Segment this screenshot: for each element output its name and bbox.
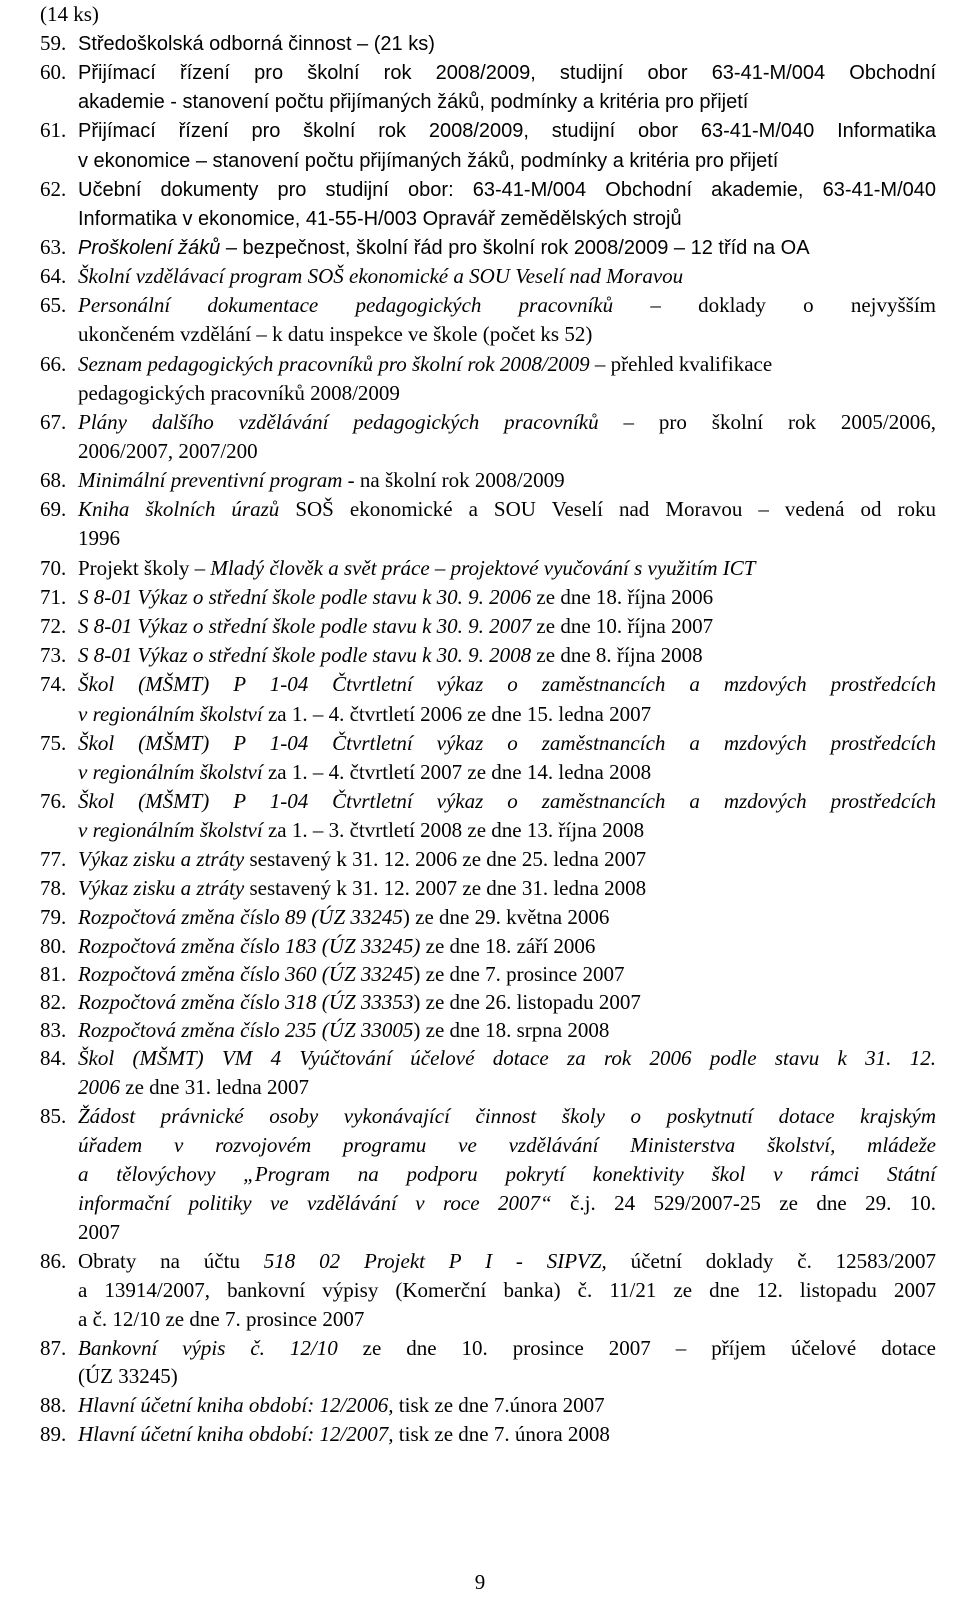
item-text — [40, 0, 99, 29]
italic-text-run: Personální dokumentace pedagogických pracovníků — [78, 293, 614, 317]
text-run: ) ze dne 26. listopadu 2007 — [413, 990, 641, 1014]
italic-text-run: S 8-01 Výkaz o střední škole podle stavu k 30. 9. 2006 — [78, 585, 532, 609]
text-run: za 1. – 4. čtvrtletí 2006 ze dne 15. ledna 2007 — [262, 702, 652, 726]
text-run: Přijímací řízení pro školní rok 2008/2009, studijní obor 63-41-M/040 Informatika — [78, 120, 936, 142]
italic-text-run: informační politiky ve vzdělávání v roce 2007“ — [78, 1191, 552, 1215]
text-run: v ekonomice – stanovení počtu přijímaných žáků, podmínky a kritéria pro přijetí — [78, 150, 779, 172]
text-run: – doklady o nejvyšším — [613, 293, 937, 317]
text-run: 1996 — [78, 526, 120, 550]
item-text — [78, 583, 713, 612]
text-run: Středoškolská odborná činnost – (21 ks) — [78, 33, 435, 55]
italic-text-run: S 8-01 Výkaz o střední škole podle stavu k 30. 9. 2007 — [78, 614, 532, 638]
item-number: 76. — [40, 789, 67, 813]
item-text — [78, 437, 258, 466]
item-number: 72. — [40, 614, 67, 638]
item-number: 75. — [40, 731, 67, 755]
item-text — [78, 700, 651, 729]
text-run: ze dne 18. října 2006 — [531, 585, 714, 609]
italic-text-run: Kniha školních úrazů — [78, 497, 280, 521]
text-run: ) ze dne 18. srpna 2008 — [413, 1018, 610, 1042]
italic-text-run: S 8-01 Výkaz o střední škole podle stavu k 30. 9. 2008 — [78, 643, 532, 667]
item-text — [78, 787, 936, 816]
italic-text-run: Škol (MŠMT) P 1-04 Čtvrtletní výkaz o zaměstnancích a mzdových prostředcích — [78, 672, 936, 696]
item-number: 84. — [40, 1046, 67, 1070]
item-number: 71. — [40, 585, 67, 609]
text-run: akademie - stanovení počtu přijímaných žáků, podmínky a kritéria pro přijetí — [78, 91, 749, 113]
item-text — [78, 874, 646, 903]
item-number: 66. — [40, 352, 67, 376]
item-number: 60. — [40, 60, 67, 84]
item-text — [78, 988, 641, 1017]
italic-text-run: Výkaz zisku a ztráty — [78, 847, 245, 871]
item-number: 65. — [40, 293, 67, 317]
italic-text-run: Rozpočtová změna číslo 183 (ÚZ 33245) — [78, 934, 421, 958]
item-number: 63. — [40, 235, 67, 259]
item-number: 69. — [40, 497, 67, 521]
text-run: ze dne 31. ledna 2007 — [120, 1075, 309, 1099]
italic-text-run: 2006 — [78, 1075, 120, 1099]
item-text — [78, 175, 936, 205]
item-number: 88. — [40, 1393, 67, 1417]
item-text — [78, 466, 565, 495]
italic-text-run: Rozpočtová změna číslo 235 (ÚZ 33005 — [78, 1018, 414, 1042]
item-text — [78, 204, 682, 234]
item-text — [78, 554, 755, 583]
item-text — [78, 146, 778, 176]
text-run: 2006/2007, 2007/200 — [78, 439, 258, 463]
italic-text-run: Školní vzdělávací program SOŠ ekonomické a SOU Veselí nad Moravou — [78, 264, 684, 288]
item-text — [78, 408, 936, 437]
italic-text-run: úřadem v rozvojovém programu ve vzdělávání Ministerstva školství, mládeže — [78, 1133, 936, 1157]
italic-text-run: Plány dalšího vzdělávání pedagogických pracovníků — [78, 410, 599, 434]
italic-text-run: Bankovní výpis č. 12/10 — [78, 1336, 338, 1360]
item-number: 87. — [40, 1336, 67, 1360]
item-text — [78, 320, 592, 349]
text-run: za 1. – 3. čtvrtletí 2008 ze dne 13. října 2008 — [262, 818, 645, 842]
text-run: ze dne 18. září 2006 — [420, 934, 596, 958]
item-number: 79. — [40, 905, 67, 929]
item-text — [78, 1102, 936, 1131]
item-text — [78, 1420, 610, 1449]
text-run: 2007 — [78, 1220, 120, 1244]
item-number: 81. — [40, 962, 67, 986]
item-number: 68. — [40, 468, 67, 492]
text-run: ) ze dne 7. prosince 2007 — [413, 962, 625, 986]
text-run: ze dne 10. října 2007 — [531, 614, 714, 638]
text-run: tisk ze dne 7. února 2008 — [393, 1422, 610, 1446]
item-text — [78, 1276, 936, 1305]
item-number: 74. — [40, 672, 67, 696]
text-run: sestavený k 31. 12. 2007 ze dne 31. ledna 2008 — [244, 876, 647, 900]
item-text — [78, 29, 435, 59]
text-run: - na školní rok 2008/2009 — [342, 468, 565, 492]
item-number: 59. — [40, 31, 67, 55]
text-run: SOŠ ekonomické a SOU Veselí nad Moravou – vedená od roku — [279, 497, 936, 521]
text-run: účetní doklady č. 12583/2007 — [606, 1249, 937, 1273]
text-run: Informatika v ekonomice, 41-55-H/003 Opravář zemědělských strojů — [78, 208, 682, 230]
item-number: 78. — [40, 876, 67, 900]
item-number: 64. — [40, 264, 67, 288]
text-run: ze dne 8. října 2008 — [531, 643, 703, 667]
page-number: 9 — [474, 1570, 486, 1594]
item-number: 70. — [40, 556, 67, 580]
text-run: – přehled kvalifikace — [589, 352, 773, 376]
text-run: (ÚZ 33245) — [78, 1364, 178, 1388]
item-text — [78, 1016, 609, 1045]
italic-text-run: v regionálním školství — [78, 818, 263, 842]
text-run: ukončeném vzdělání – k datu inspekce ve škole (počet ks 52) — [78, 322, 593, 346]
italic-text-run: Hlavní účetní kniha období: 12/2007, — [78, 1422, 394, 1446]
item-text — [78, 1391, 605, 1420]
italic-text-run: Minimální preventivní program — [78, 468, 343, 492]
text-run: a č. 12/10 ze dne 7. prosince 2007 — [78, 1307, 365, 1331]
item-number: 77. — [40, 847, 67, 871]
item-text — [78, 350, 772, 379]
item-text — [78, 262, 683, 291]
item-text — [78, 1189, 936, 1218]
item-number: 86. — [40, 1249, 67, 1273]
item-text — [78, 1131, 936, 1160]
text-run: ) ze dne 29. května 2006 — [402, 905, 610, 929]
item-text — [78, 612, 713, 641]
text-run: (14 ks) — [40, 2, 99, 26]
italic-text-run: v regionálním školství — [78, 760, 263, 784]
item-text — [78, 816, 644, 845]
item-number: 82. — [40, 990, 67, 1014]
item-text — [78, 87, 748, 117]
text-run: Projekt školy – — [78, 556, 211, 580]
text-run: Obraty na účtu — [78, 1249, 264, 1273]
item-text — [78, 379, 400, 408]
text-run: pedagogických pracovníků 2008/2009 — [78, 381, 400, 405]
text-run: č.j. 24 529/2007-25 ze dne 29. 10. — [551, 1191, 936, 1215]
item-text — [78, 932, 595, 961]
item-number: 62. — [40, 177, 67, 201]
italic-text-run: v regionálním školství — [78, 702, 263, 726]
item-text — [78, 641, 703, 670]
italic-text-run: a tělovýchovy „Program na podporu pokrytí konektivity škol v rámci Státní — [78, 1162, 936, 1186]
text-run: Učební dokumenty pro studijní obor: 63-41-M/004 Obchodní akademie, 63-41-M/040 — [78, 179, 936, 201]
italic-text-run: Proškolení žáků — [78, 237, 221, 259]
item-text — [78, 670, 936, 699]
italic-text-run: 518 02 Projekt P I - SIPVZ, — [263, 1249, 607, 1273]
item-text — [78, 233, 810, 263]
text-run: za 1. – 4. čtvrtletí 2007 ze dne 14. ledna 2008 — [262, 760, 652, 784]
item-number: 85. — [40, 1104, 67, 1128]
item-text — [78, 1218, 120, 1247]
italic-text-run: Výkaz zisku a ztráty — [78, 876, 245, 900]
italic-text-run: Škol (MŠMT) VM 4 Vyúčtování účelové dotace za rok 2006 podle stavu k 31. 12. — [78, 1046, 936, 1070]
text-run: sestavený k 31. 12. 2006 ze dne 25. ledna 2007 — [244, 847, 647, 871]
item-text — [78, 758, 651, 787]
italic-text-run: Škol (MŠMT) P 1-04 Čtvrtletní výkaz o zaměstnancích a mzdových prostředcích — [78, 731, 936, 755]
item-text — [78, 1362, 178, 1391]
item-text — [78, 495, 936, 524]
item-number: 83. — [40, 1018, 67, 1042]
item-text — [78, 58, 936, 88]
text-run: ze dne 10. prosince 2007 – příjem účelové dotace — [337, 1336, 936, 1360]
item-number: 89. — [40, 1422, 67, 1446]
item-text — [78, 291, 936, 320]
item-text — [78, 729, 936, 758]
text-run: tisk ze dne 7.února 2007 — [393, 1393, 605, 1417]
item-text — [78, 1044, 936, 1073]
item-number: 73. — [40, 643, 67, 667]
italic-text-run: Rozpočtová změna číslo 360 (ÚZ 33245 — [78, 962, 414, 986]
item-number: 67. — [40, 410, 67, 434]
item-number: 61. — [40, 118, 67, 142]
italic-text-run: Škol (MŠMT) P 1-04 Čtvrtletní výkaz o zaměstnancích a mzdových prostředcích — [78, 789, 936, 813]
italic-text-run: Mladý člověk a svět práce – projektové vyučování s využitím ICT — [210, 556, 756, 580]
italic-text-run: Rozpočtová změna číslo 89 (ÚZ 33245 — [78, 905, 403, 929]
italic-text-run: Rozpočtová změna číslo 318 (ÚZ 33353 — [78, 990, 414, 1014]
item-text — [78, 524, 120, 553]
text-run: – bezpečnost, školní řád pro školní rok 2008/2009 – 12 tříd na OA — [220, 237, 810, 259]
item-text — [78, 1305, 364, 1334]
item-text — [78, 116, 936, 146]
text-run: – pro školní rok 2005/2006, — [598, 410, 936, 434]
text-run: Přijímací řízení pro školní rok 2008/2009, studijní obor 63-41-M/004 Obchodní — [78, 62, 936, 84]
text-run: a 13914/2007, bankovní výpisy (Komerční banka) č. 11/21 ze dne 12. listopadu 2007 — [78, 1278, 936, 1302]
item-text — [78, 960, 625, 989]
item-number: 80. — [40, 934, 67, 958]
item-text — [78, 845, 646, 874]
italic-text-run: Seznam pedagogických pracovníků pro školní rok 2008/2009 — [78, 352, 590, 376]
italic-text-run: Hlavní účetní kniha období: 12/2006, — [78, 1393, 394, 1417]
item-text — [78, 1247, 936, 1276]
item-text — [78, 1334, 936, 1363]
item-text — [78, 903, 609, 932]
italic-text-run: Žádost právnické osoby vykonávající činnost školy o poskytnutí dotace krajským — [78, 1104, 936, 1128]
item-text — [78, 1073, 309, 1102]
item-text — [78, 1160, 936, 1189]
